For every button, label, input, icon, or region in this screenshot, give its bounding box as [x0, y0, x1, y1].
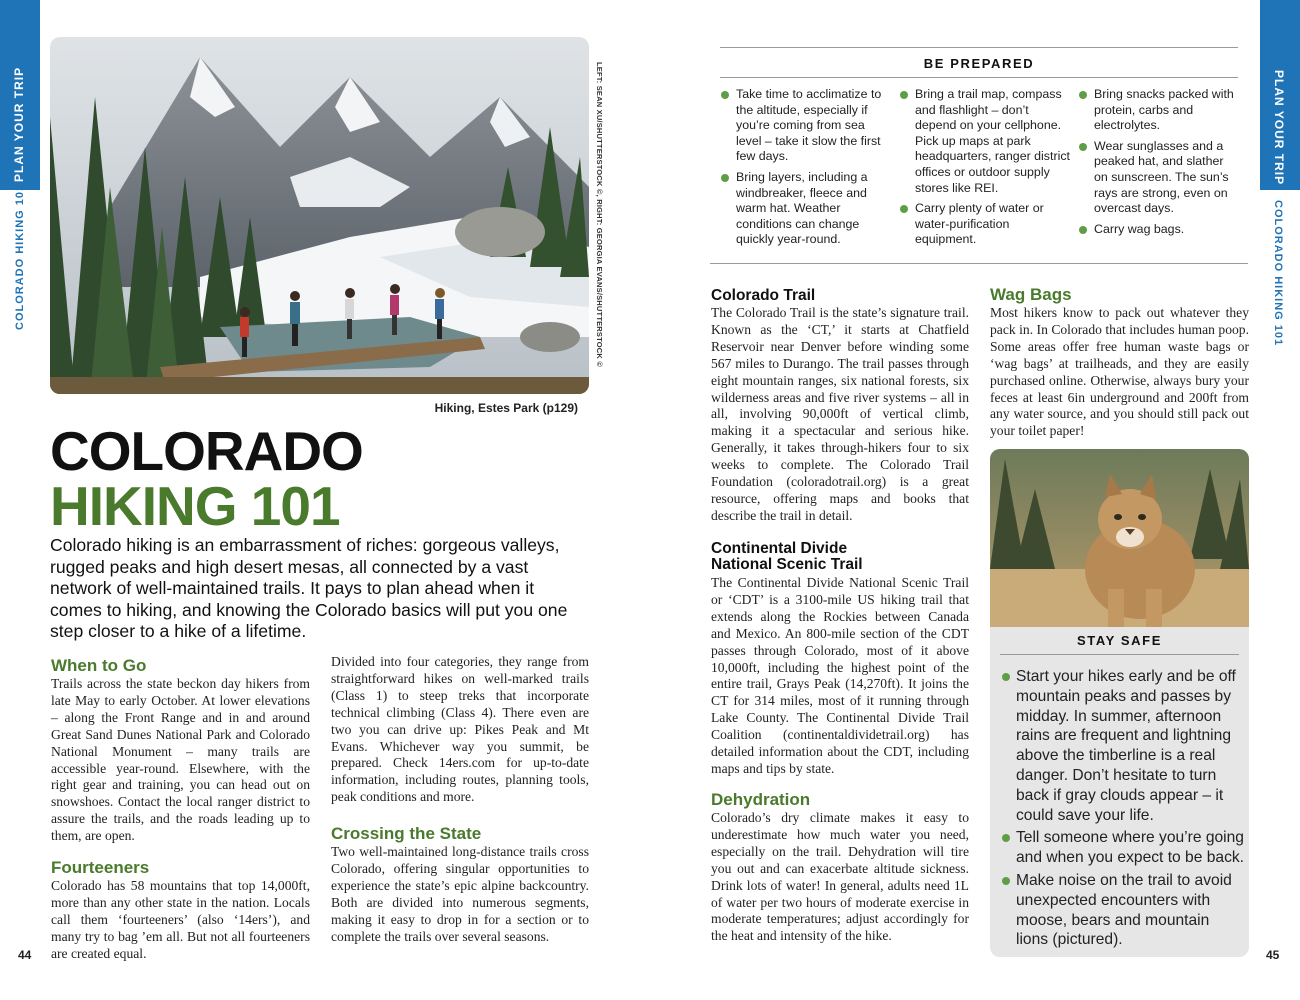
stay-safe-title: STAY SAFE: [1077, 633, 1162, 648]
stay-safe-list: [992, 667, 1244, 953]
bullet-icon: [900, 205, 908, 213]
be-prepared-col2: [900, 87, 1070, 253]
photo-credit: LEFT: SEAN XU/SHUTTERSTOCK ©, RIGHT: GEORGIA EVANS/SHUTTERSTOCK ©: [595, 62, 604, 368]
right-tab-label: PLAN YOUR TRIP: [1272, 70, 1286, 186]
stay-safe-item: Start your hikes early and be off mountain peaks and passes by midday. In summer, afternoon rains are frequent and lightning above the timberline is a real danger. Don’t hesitate to turn back if gray clouds appear – it could save your life.: [992, 667, 1244, 825]
left-tab-label: PLAN YOUR TRIP: [12, 66, 26, 182]
be-prepared-bottom-rule: [710, 263, 1248, 264]
be-prepared-item: Bring snacks packed with protein, carbs and electrolytes.: [1079, 87, 1239, 134]
fourteeners-body: Colorado has 58 mountains that top 14,000ft, more than any other state in the nation. Locals call them ‘fourteeners’ (also ‘14ers’), and many try to bag ’em all. But not all fourteeners are created equal.: [51, 878, 310, 961]
be-prepared-col3: [1079, 87, 1239, 242]
bullet-icon: [721, 91, 729, 99]
hiking-photo-image: [50, 37, 589, 394]
bullet-icon: [1079, 91, 1087, 99]
photo-caption: Hiking, Estes Park (p129): [434, 401, 578, 415]
cdt-body: The Continental Divide National Scenic Trail or ‘CDT’ is a 3100-mile US hiking trail that extends along the Rockies between Canada and Mexico. An 800-mile section of the CDT passes through Colorado, most of it above 10,000ft, including the highest point of the entire trail, Grays Peak (14,270ft). It joins the CT for 314 miles, most of it running through Lake County. The Continental Divide Trail Coalition (continentaldividetrail.org) has detailed information about the CDT, including maps and tips by state.: [711, 575, 969, 776]
bullet-icon: [1079, 143, 1087, 151]
crossing-state-body: Two well-maintained long-distance trails cross Colorado, offering singular opportunities to experience the state’s epic alpine backcountry. Both are divided into numerous segments, making it easy to drop in for a section or to complete the trails over several seasons.: [331, 844, 589, 944]
fourteeners-heading: Fourteeners: [51, 858, 150, 877]
crossing-state-heading: Crossing the State: [331, 824, 482, 843]
stay-safe-item: Tell someone where you’re going and when you expect to be back.: [992, 828, 1244, 868]
bullet-icon: [1079, 226, 1087, 234]
be-prepared-item: Take time to acclimatize to the altitude, especially if you’re coming from sea level – take it slow the first few days.: [721, 87, 891, 165]
page-title-line1: COLORADO: [50, 420, 363, 482]
bullet-icon: [1002, 673, 1010, 681]
left-running-title: COLORADO HIKING 101: [14, 183, 26, 330]
be-prepared-item: Carry wag bags.: [1079, 222, 1239, 238]
colorado-trail-body: The Colorado Trail is the state’s signature trail. Known as the ‘CT,’ it starts at Chatfield Reservoir near Denver before winding some 567 miles to Durango. The trail passes through eight mountain ranges, six national forests, six wilderness areas and five river systems – all in all, involving 90,000ft of vertical climb, making it a spectacular and serious hike. Generally, it takes through-hikers four to six weeks to complete. The Colorado Trail Foundation (coloradotrail.org) is a great resource, offering maps and books that describe the trail in detail.: [711, 305, 969, 523]
be-prepared-item: Bring layers, including a windbreaker, fleece and warm hat. Weather conditions can change quickly year-round.: [721, 170, 891, 248]
colorado-trail-heading: Colorado Trail: [711, 287, 816, 304]
cdt-heading-line2: National Scenic Trail: [711, 556, 863, 573]
be-prepared-top-rule: [720, 47, 1238, 48]
be-prepared-item: Bring a trail map, compass and flashlight – don’t depend on your cellphone. Pick up maps at park headquarters, ranger district offices or outdoor supply stores like REI.: [900, 87, 1070, 196]
bullet-icon: [900, 91, 908, 99]
be-prepared-item: Wear sunglasses and a peaked hat, and slather on sunscreen. The sun’s rays are strong, even on overcast days.: [1079, 139, 1239, 217]
right-running-title: COLORADO HIKING 101: [1272, 200, 1284, 347]
right-page-number: 45: [1266, 948, 1280, 962]
be-prepared-title: BE PREPARED: [923, 56, 1035, 71]
when-to-go-body: Trails across the state beckon day hikers from late May to early October. At lower elevations – along the Front Range and in and around Great Sand Dunes National Park and Colorado National Monument – many trails are accessible year-round. Elsewhere, with the right gear and training, you can head out on snowshoes. Contact the local ranger district to assure the trails, and the roads leading up to them, are open.: [51, 676, 310, 844]
dehydration-body: Colorado’s dry climate makes it easy to underestimate how much water you need, especially on the trail. Dehydration will tire you out and can exacerbate altitude sickness. Drink lots of water! In general, adults need 1L of water per two hours of moderate exercise in moderate temperatures; adjust accordingly for the heat and intensity of the hike.: [711, 810, 969, 944]
when-to-go-heading: When to Go: [51, 656, 147, 675]
bullet-icon: [1002, 877, 1010, 885]
stay-safe-rule: [1000, 654, 1239, 655]
hiking-photo: [50, 37, 589, 394]
mountain-lion-photo: [990, 449, 1249, 627]
be-prepared-title-rule: [720, 77, 1238, 78]
intro-paragraph: Colorado hiking is an embarrassment of riches: gorgeous valleys, rugged peaks and high desert mesas, all connected by a vast network of well-maintained trails. It pays to plan ahead when it comes to hiking, and knowing the Colorado basics will put you one step closer to a hike of a lifetime.: [50, 535, 568, 642]
wag-bags-heading: Wag Bags: [990, 285, 1072, 304]
left-page-number: 44: [18, 948, 32, 962]
stay-safe-item: Make noise on the trail to avoid unexpected encounters with moose, bears and mountain lions (pictured).: [992, 871, 1244, 950]
bullet-icon: [721, 174, 729, 182]
page-title-line2: HIKING 101: [50, 475, 340, 537]
wag-bags-body: Most hikers know to pack out whatever they pack in. In Colorado that includes human poop. Some areas offer free human waste bags or ‘wag bags’ at trailheads, and they are easily purchased online. Otherwise, always bury your feces at least 6in underground and 200ft from any water source, and you should still pack out your toilet paper!: [990, 305, 1249, 439]
be-prepared-item: Carry plenty of water or water-purification equipment.: [900, 201, 1070, 248]
dehydration-heading: Dehydration: [711, 790, 811, 809]
bullet-icon: [1002, 834, 1010, 842]
cdt-heading-line1: Continental Divide: [711, 540, 848, 557]
be-prepared-col1: [721, 87, 891, 253]
fourteeners-continued-body: Divided into four categories, they range from straightforward hikes on well-marked trails (Class 1) to steep treks that incorporate technical climbing (Class 4). There even are two you can drive up: Pikes Peak and Mt Evans. Whichever way you summit, be prepared. Check 14ers.com for up-to-date information, including routes, planning tools, peak conditions and more.: [331, 654, 589, 805]
